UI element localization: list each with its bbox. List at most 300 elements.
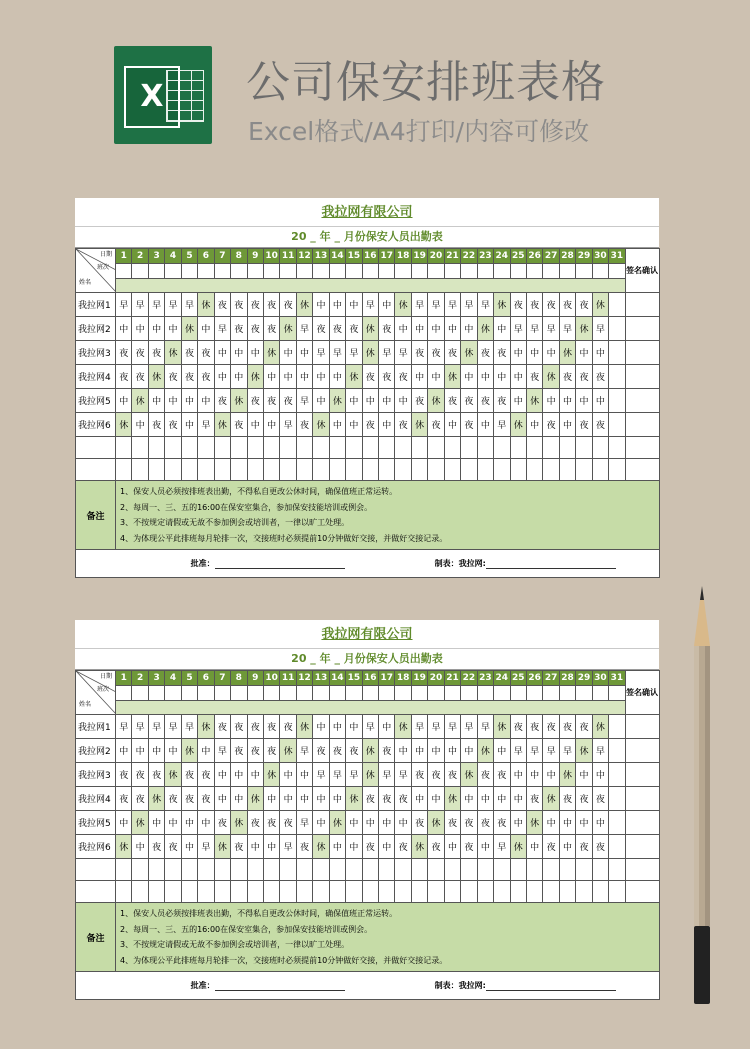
blank-cell[interactable] [181, 437, 197, 459]
shift-cell[interactable]: 早 [346, 763, 362, 787]
shift-cell[interactable]: 夜 [543, 715, 559, 739]
shift-cell[interactable]: 夜 [395, 365, 411, 389]
shift-cell[interactable]: 中 [395, 389, 411, 413]
shift-cell[interactable]: 夜 [395, 787, 411, 811]
blank-cell[interactable] [576, 459, 592, 481]
shift-cell[interactable]: 夜 [247, 389, 263, 413]
shift-cell[interactable]: 休 [313, 413, 329, 437]
blank-cell[interactable] [576, 881, 592, 903]
shift-cell[interactable] [609, 715, 625, 739]
blank-cell[interactable] [559, 459, 575, 481]
shift-cell[interactable]: 夜 [362, 365, 378, 389]
shift-cell[interactable]: 夜 [379, 317, 395, 341]
shift-cell[interactable]: 中 [247, 341, 263, 365]
shift-cell[interactable]: 夜 [181, 341, 197, 365]
blank-cell[interactable] [296, 437, 312, 459]
shift-cell[interactable]: 中 [313, 787, 329, 811]
shift-cell[interactable]: 夜 [214, 811, 230, 835]
shift-cell[interactable]: 夜 [461, 811, 477, 835]
shift-cell[interactable]: 中 [559, 835, 575, 859]
blank-cell[interactable] [329, 881, 345, 903]
shift-cell[interactable]: 中 [116, 739, 132, 763]
shift-cell[interactable]: 休 [231, 811, 247, 835]
shift-cell[interactable]: 中 [263, 835, 279, 859]
blank-cell[interactable] [296, 859, 312, 881]
shift-cell[interactable]: 中 [313, 389, 329, 413]
blank-cell[interactable] [526, 881, 542, 903]
blank-cell[interactable] [247, 859, 263, 881]
shift-cell[interactable]: 早 [329, 341, 345, 365]
shift-cell[interactable]: 中 [526, 835, 542, 859]
signature-cell[interactable] [625, 715, 659, 739]
shift-cell[interactable]: 中 [329, 835, 345, 859]
shift-subheader-cell[interactable] [280, 686, 296, 701]
blank-cell[interactable] [395, 881, 411, 903]
signature-cell[interactable] [625, 293, 659, 317]
blank-cell[interactable] [329, 859, 345, 881]
blank-cell[interactable] [165, 881, 181, 903]
shift-cell[interactable]: 早 [329, 763, 345, 787]
blank-cell[interactable] [76, 881, 116, 903]
shift-subheader-cell[interactable] [379, 264, 395, 279]
shift-cell[interactable]: 早 [362, 715, 378, 739]
shift-cell[interactable]: 夜 [444, 811, 460, 835]
shift-cell[interactable]: 中 [280, 763, 296, 787]
shift-cell[interactable]: 中 [477, 835, 493, 859]
shift-cell[interactable]: 早 [592, 317, 608, 341]
shift-cell[interactable]: 休 [247, 787, 263, 811]
shift-cell[interactable]: 中 [576, 389, 592, 413]
blank-cell[interactable] [231, 881, 247, 903]
shift-cell[interactable]: 夜 [362, 835, 378, 859]
shift-cell[interactable]: 休 [296, 715, 312, 739]
maker-signature-line[interactable] [486, 990, 616, 991]
shift-cell[interactable]: 中 [247, 835, 263, 859]
shift-cell[interactable]: 中 [280, 341, 296, 365]
shift-cell[interactable]: 早 [116, 715, 132, 739]
blank-cell[interactable] [247, 437, 263, 459]
shift-subheader-cell[interactable] [379, 686, 395, 701]
shift-cell[interactable]: 早 [296, 317, 312, 341]
shift-cell[interactable]: 中 [181, 389, 197, 413]
shift-cell[interactable]: 夜 [494, 763, 510, 787]
shift-cell[interactable]: 早 [181, 715, 197, 739]
shift-cell[interactable]: 夜 [461, 835, 477, 859]
blank-cell[interactable] [494, 437, 510, 459]
shift-cell[interactable]: 夜 [395, 835, 411, 859]
shift-cell[interactable]: 夜 [362, 787, 378, 811]
shift-cell[interactable]: 休 [576, 317, 592, 341]
shift-cell[interactable]: 休 [181, 739, 197, 763]
shift-cell[interactable]: 中 [296, 787, 312, 811]
shift-cell[interactable]: 早 [148, 715, 164, 739]
blank-cell[interactable] [231, 859, 247, 881]
shift-cell[interactable]: 中 [329, 787, 345, 811]
shift-subheader-cell[interactable] [576, 686, 592, 701]
shift-cell[interactable]: 中 [116, 811, 132, 835]
blank-cell[interactable] [148, 859, 164, 881]
shift-subheader-cell[interactable] [247, 264, 263, 279]
shift-subheader-cell[interactable] [231, 264, 247, 279]
shift-cell[interactable]: 夜 [231, 413, 247, 437]
shift-cell[interactable]: 中 [362, 811, 378, 835]
shift-cell[interactable]: 中 [198, 739, 214, 763]
shift-subheader-cell[interactable] [296, 264, 312, 279]
shift-cell[interactable] [609, 341, 625, 365]
shift-cell[interactable]: 夜 [576, 835, 592, 859]
shift-cell[interactable]: 夜 [198, 763, 214, 787]
blank-cell[interactable] [444, 881, 460, 903]
shift-cell[interactable]: 休 [362, 341, 378, 365]
shift-cell[interactable]: 夜 [592, 413, 608, 437]
shift-cell[interactable]: 中 [231, 365, 247, 389]
shift-subheader-cell[interactable] [609, 686, 625, 701]
shift-cell[interactable]: 夜 [477, 341, 493, 365]
blank-cell[interactable] [411, 459, 427, 481]
shift-cell[interactable]: 中 [165, 317, 181, 341]
shift-cell[interactable]: 夜 [165, 835, 181, 859]
blank-cell[interactable] [592, 437, 608, 459]
shift-cell[interactable]: 中 [379, 715, 395, 739]
shift-cell[interactable]: 早 [362, 293, 378, 317]
shift-cell[interactable]: 中 [346, 835, 362, 859]
shift-subheader-cell[interactable] [346, 264, 362, 279]
shift-cell[interactable]: 夜 [559, 715, 575, 739]
shift-cell[interactable]: 夜 [494, 341, 510, 365]
blank-cell[interactable] [461, 881, 477, 903]
shift-cell[interactable]: 夜 [280, 715, 296, 739]
blank-cell[interactable] [76, 859, 116, 881]
shift-cell[interactable]: 休 [165, 341, 181, 365]
shift-cell[interactable]: 中 [559, 389, 575, 413]
shift-cell[interactable]: 夜 [214, 293, 230, 317]
shift-subheader-cell[interactable] [428, 686, 444, 701]
blank-cell[interactable] [543, 437, 559, 459]
shift-cell[interactable]: 夜 [329, 739, 345, 763]
shift-subheader-cell[interactable] [494, 264, 510, 279]
blank-cell[interactable] [576, 437, 592, 459]
shift-cell[interactable]: 早 [132, 715, 148, 739]
shift-cell[interactable]: 中 [181, 413, 197, 437]
shift-cell[interactable]: 早 [526, 739, 542, 763]
shift-cell[interactable] [609, 413, 625, 437]
shift-cell[interactable]: 夜 [477, 763, 493, 787]
shift-cell[interactable]: 夜 [313, 739, 329, 763]
shift-cell[interactable] [609, 317, 625, 341]
shift-cell[interactable]: 早 [132, 293, 148, 317]
shift-subheader-cell[interactable] [592, 686, 608, 701]
shift-subheader-cell[interactable] [247, 686, 263, 701]
shift-cell[interactable]: 夜 [132, 763, 148, 787]
shift-cell[interactable]: 休 [329, 389, 345, 413]
shift-cell[interactable]: 夜 [543, 835, 559, 859]
shift-cell[interactable]: 夜 [280, 389, 296, 413]
shift-cell[interactable]: 中 [198, 811, 214, 835]
shift-cell[interactable]: 夜 [559, 787, 575, 811]
shift-cell[interactable]: 休 [132, 811, 148, 835]
shift-subheader-cell[interactable] [132, 264, 148, 279]
shift-cell[interactable]: 休 [543, 787, 559, 811]
shift-cell[interactable]: 早 [477, 715, 493, 739]
blank-cell[interactable] [625, 459, 659, 481]
shift-cell[interactable]: 中 [214, 763, 230, 787]
shift-cell[interactable]: 中 [148, 739, 164, 763]
blank-cell[interactable] [329, 459, 345, 481]
blank-cell[interactable] [313, 437, 329, 459]
shift-cell[interactable]: 中 [510, 811, 526, 835]
shift-cell[interactable]: 早 [181, 293, 197, 317]
blank-cell[interactable] [510, 437, 526, 459]
shift-subheader-cell[interactable] [543, 264, 559, 279]
shift-cell[interactable]: 夜 [181, 763, 197, 787]
shift-cell[interactable]: 夜 [231, 739, 247, 763]
blank-cell[interactable] [395, 459, 411, 481]
shift-cell[interactable]: 夜 [379, 365, 395, 389]
shift-cell[interactable]: 中 [346, 389, 362, 413]
shift-cell[interactable]: 中 [461, 787, 477, 811]
shift-cell[interactable]: 休 [576, 739, 592, 763]
shift-cell[interactable]: 中 [543, 811, 559, 835]
blank-cell[interactable] [477, 881, 493, 903]
shift-cell[interactable]: 早 [543, 739, 559, 763]
shift-cell[interactable]: 中 [592, 763, 608, 787]
shift-subheader-cell[interactable] [494, 686, 510, 701]
shift-cell[interactable]: 中 [494, 365, 510, 389]
shift-subheader-cell[interactable] [214, 264, 230, 279]
blank-cell[interactable] [132, 459, 148, 481]
shift-cell[interactable]: 夜 [510, 293, 526, 317]
blank-cell[interactable] [132, 881, 148, 903]
shift-cell[interactable]: 早 [198, 835, 214, 859]
shift-cell[interactable]: 中 [461, 317, 477, 341]
blank-cell[interactable] [247, 881, 263, 903]
blank-cell[interactable] [148, 459, 164, 481]
shift-cell[interactable]: 夜 [263, 389, 279, 413]
shift-cell[interactable]: 中 [494, 739, 510, 763]
shift-cell[interactable]: 中 [592, 811, 608, 835]
shift-cell[interactable]: 休 [214, 835, 230, 859]
shift-cell[interactable]: 夜 [165, 413, 181, 437]
maker-signature-line[interactable] [486, 568, 616, 569]
shift-cell[interactable]: 中 [329, 715, 345, 739]
shift-cell[interactable]: 中 [379, 389, 395, 413]
shift-subheader-cell[interactable] [592, 264, 608, 279]
shift-cell[interactable]: 休 [263, 341, 279, 365]
blank-cell[interactable] [329, 437, 345, 459]
blank-cell[interactable] [543, 859, 559, 881]
shift-cell[interactable]: 夜 [346, 317, 362, 341]
shift-cell[interactable]: 中 [148, 317, 164, 341]
blank-cell[interactable] [198, 437, 214, 459]
shift-cell[interactable]: 中 [132, 317, 148, 341]
signature-cell[interactable] [625, 365, 659, 389]
shift-cell[interactable]: 夜 [379, 739, 395, 763]
blank-cell[interactable] [510, 459, 526, 481]
shift-cell[interactable]: 夜 [461, 413, 477, 437]
shift-cell[interactable]: 中 [444, 835, 460, 859]
shift-cell[interactable]: 休 [411, 413, 427, 437]
shift-cell[interactable]: 中 [444, 739, 460, 763]
shift-cell[interactable]: 休 [444, 787, 460, 811]
shift-cell[interactable]: 休 [313, 835, 329, 859]
blank-cell[interactable] [428, 859, 444, 881]
shift-cell[interactable]: 夜 [559, 293, 575, 317]
shift-cell[interactable]: 中 [247, 763, 263, 787]
shift-cell[interactable]: 中 [510, 787, 526, 811]
shift-subheader-cell[interactable] [362, 264, 378, 279]
shift-subheader-cell[interactable] [526, 264, 542, 279]
signature-cell[interactable] [625, 739, 659, 763]
blank-cell[interactable] [477, 859, 493, 881]
shift-cell[interactable]: 中 [395, 317, 411, 341]
shift-cell[interactable]: 夜 [165, 787, 181, 811]
shift-cell[interactable]: 早 [313, 341, 329, 365]
blank-cell[interactable] [428, 437, 444, 459]
blank-cell[interactable] [165, 859, 181, 881]
shift-cell[interactable]: 休 [214, 413, 230, 437]
shift-cell[interactable]: 早 [510, 739, 526, 763]
shift-cell[interactable]: 夜 [148, 835, 164, 859]
shift-cell[interactable]: 中 [428, 365, 444, 389]
blank-cell[interactable] [346, 881, 362, 903]
shift-cell[interactable]: 中 [559, 413, 575, 437]
shift-cell[interactable]: 中 [296, 763, 312, 787]
shift-cell[interactable]: 中 [148, 389, 164, 413]
shift-cell[interactable]: 夜 [592, 835, 608, 859]
shift-cell[interactable]: 早 [280, 835, 296, 859]
blank-cell[interactable] [263, 881, 279, 903]
shift-cell[interactable]: 休 [510, 413, 526, 437]
shift-cell[interactable]: 早 [296, 811, 312, 835]
shift-cell[interactable]: 休 [247, 365, 263, 389]
blank-cell[interactable] [379, 859, 395, 881]
blank-cell[interactable] [494, 459, 510, 481]
shift-cell[interactable]: 休 [181, 317, 197, 341]
signature-cell[interactable] [625, 389, 659, 413]
shift-subheader-cell[interactable] [411, 264, 427, 279]
blank-cell[interactable] [263, 459, 279, 481]
shift-cell[interactable]: 中 [411, 739, 427, 763]
shift-subheader-cell[interactable] [296, 686, 312, 701]
shift-cell[interactable]: 早 [280, 413, 296, 437]
shift-cell[interactable]: 中 [510, 341, 526, 365]
blank-cell[interactable] [543, 459, 559, 481]
blank-cell[interactable] [609, 437, 625, 459]
shift-subheader-cell[interactable] [116, 264, 132, 279]
blank-cell[interactable] [625, 881, 659, 903]
shift-cell[interactable]: 中 [379, 413, 395, 437]
shift-subheader-cell[interactable] [461, 686, 477, 701]
shift-cell[interactable]: 夜 [526, 293, 542, 317]
shift-cell[interactable]: 夜 [263, 715, 279, 739]
shift-subheader-cell[interactable] [444, 264, 460, 279]
shift-cell[interactable]: 中 [280, 787, 296, 811]
shift-subheader-cell[interactable] [510, 686, 526, 701]
shift-cell[interactable]: 早 [379, 341, 395, 365]
shift-cell[interactable]: 中 [494, 787, 510, 811]
blank-cell[interactable] [280, 459, 296, 481]
blank-cell[interactable] [411, 437, 427, 459]
shift-cell[interactable]: 中 [576, 763, 592, 787]
shift-subheader-cell[interactable] [411, 686, 427, 701]
shift-cell[interactable]: 休 [263, 763, 279, 787]
shift-cell[interactable]: 中 [494, 317, 510, 341]
shift-cell[interactable]: 中 [526, 413, 542, 437]
shift-cell[interactable]: 早 [395, 763, 411, 787]
shift-cell[interactable]: 中 [444, 317, 460, 341]
blank-cell[interactable] [280, 881, 296, 903]
shift-cell[interactable]: 中 [477, 787, 493, 811]
shift-cell[interactable]: 早 [444, 715, 460, 739]
shift-cell[interactable]: 中 [576, 341, 592, 365]
blank-cell[interactable] [494, 859, 510, 881]
shift-cell[interactable]: 早 [148, 293, 164, 317]
shift-cell[interactable]: 夜 [313, 317, 329, 341]
shift-cell[interactable]: 夜 [231, 317, 247, 341]
shift-subheader-cell[interactable] [165, 264, 181, 279]
shift-cell[interactable]: 休 [494, 715, 510, 739]
blank-cell[interactable] [296, 459, 312, 481]
blank-cell[interactable] [477, 437, 493, 459]
shift-cell[interactable]: 中 [477, 413, 493, 437]
shift-cell[interactable]: 中 [379, 835, 395, 859]
shift-cell[interactable]: 中 [214, 341, 230, 365]
shift-cell[interactable]: 中 [181, 811, 197, 835]
shift-subheader-cell[interactable] [148, 264, 164, 279]
shift-cell[interactable]: 中 [132, 739, 148, 763]
blank-cell[interactable] [362, 437, 378, 459]
shift-cell[interactable]: 中 [247, 413, 263, 437]
shift-cell[interactable]: 休 [543, 365, 559, 389]
shift-cell[interactable]: 早 [428, 715, 444, 739]
shift-cell[interactable]: 夜 [263, 811, 279, 835]
shift-cell[interactable]: 中 [543, 389, 559, 413]
blank-cell[interactable] [477, 459, 493, 481]
shift-cell[interactable]: 中 [362, 389, 378, 413]
shift-subheader-cell[interactable] [559, 264, 575, 279]
shift-cell[interactable]: 中 [231, 787, 247, 811]
shift-cell[interactable]: 夜 [411, 389, 427, 413]
blank-cell[interactable] [313, 881, 329, 903]
shift-cell[interactable]: 中 [411, 317, 427, 341]
shift-subheader-cell[interactable] [329, 264, 345, 279]
blank-cell[interactable] [181, 459, 197, 481]
shift-cell[interactable]: 夜 [148, 763, 164, 787]
shift-cell[interactable]: 夜 [280, 811, 296, 835]
shift-cell[interactable]: 中 [510, 763, 526, 787]
shift-cell[interactable]: 中 [329, 293, 345, 317]
shift-cell[interactable]: 中 [592, 389, 608, 413]
shift-subheader-cell[interactable] [428, 264, 444, 279]
shift-cell[interactable]: 中 [510, 365, 526, 389]
blank-cell[interactable] [559, 437, 575, 459]
blank-cell[interactable] [198, 459, 214, 481]
shift-cell[interactable]: 中 [559, 811, 575, 835]
shift-cell[interactable]: 中 [428, 317, 444, 341]
blank-cell[interactable] [510, 859, 526, 881]
blank-cell[interactable] [543, 881, 559, 903]
shift-subheader-cell[interactable] [116, 686, 132, 701]
blank-cell[interactable] [576, 859, 592, 881]
shift-cell[interactable]: 休 [477, 317, 493, 341]
blank-cell[interactable] [444, 459, 460, 481]
blank-cell[interactable] [395, 859, 411, 881]
shift-cell[interactable]: 夜 [526, 715, 542, 739]
shift-subheader-cell[interactable] [181, 686, 197, 701]
blank-cell[interactable] [461, 437, 477, 459]
shift-cell[interactable]: 夜 [428, 341, 444, 365]
blank-cell[interactable] [132, 437, 148, 459]
